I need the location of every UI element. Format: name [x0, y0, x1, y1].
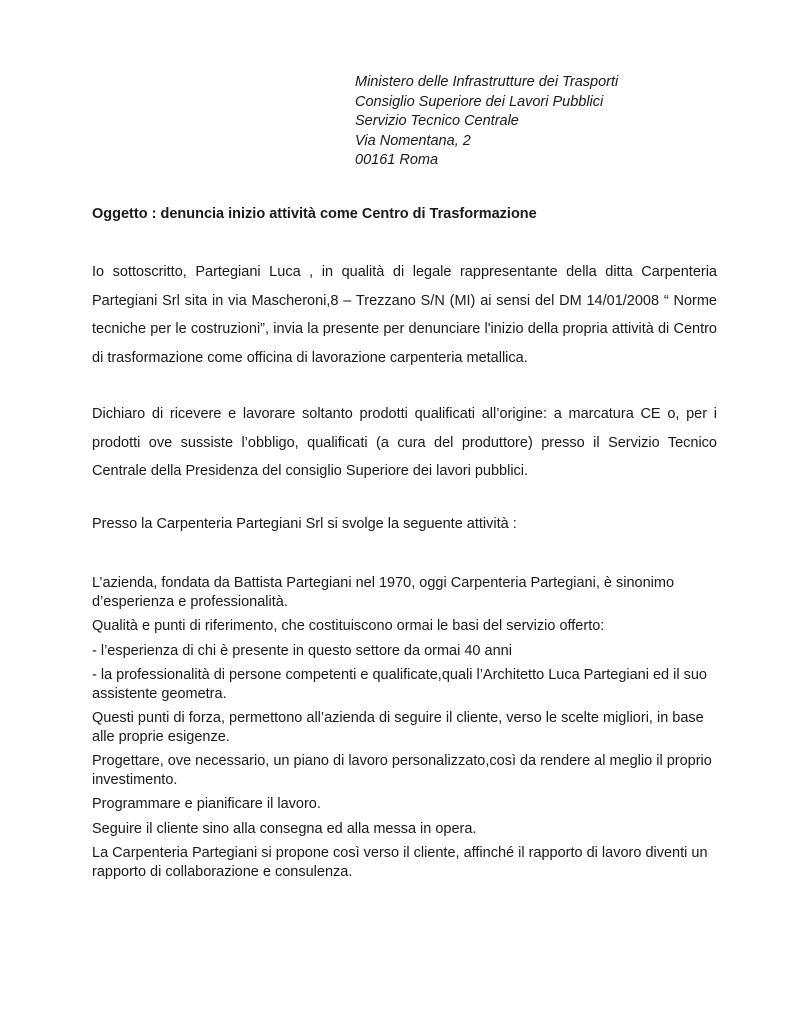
company-paragraph-quality: Qualità e punti di riferimento, che costituiscono ormai le basi del servizio offerto:	[92, 618, 605, 634]
products-paragraph: Dichiaro di ricevere e lavorare soltanto prodotti qualificati all’origine: a marcatura CE o, per i prodotti ove sussiste l’obbligo, qualificati (a cura del produttore) presso il Servizio Tecnico Centrale della Presidenza del consiglio Superiore dei lavori pubblici.	[92, 406, 717, 479]
company-paragraph-experience: - l’esperienza di chi è presente in questo settore da ormai 40 anni	[92, 642, 512, 659]
company-paragraph-planning: Programmare e pianificare il lavoro.	[92, 796, 321, 812]
address-line-3: Servizio Tecnico Centrale	[355, 113, 519, 129]
address-line-4: Via Nomentana, 2	[355, 132, 471, 149]
address-line-5: 00161 Roma	[355, 152, 439, 168]
declaration-paragraph: Io sottoscritto, Partegiani Luca , in qualità di legale rappresentante della ditta Carpenteria Partegiani Srl sita in via Mascheroni,8 – Trezzano S/N (MI) ai sensi del DM 14/01/2008 “ Norme tecniche per le costruzioni”, invia la presente per denunciare l'inizio della propria attività di Centro di trasformazione come officina di lavorazione carpenteria metallica.	[92, 264, 717, 366]
address-line-2: Consiglio Superiore dei Lavori Pubblici	[355, 93, 604, 110]
company-description	[92, 574, 717, 887]
company-paragraph-strengths: Questi punti di forza, permettono all’azienda di seguire il cliente, verso le scelte migliori, in base alle proprie esigenze.	[92, 710, 704, 745]
activity-intro: Presso la Carpenteria Partegiani Srl si svolge la seguente attività :	[92, 516, 517, 532]
address-line-1: Ministero delle Infrastrutture dei Trasporti	[355, 74, 619, 90]
company-paragraph-design: Progettare, ove necessario, un piano di lavoro personalizzato,così da rendere al meglio il proprio investimento.	[92, 753, 712, 788]
subject-line: Oggetto : denuncia inizio attività come Centro di Trasformazione	[92, 206, 537, 222]
company-paragraph-delivery: Seguire il cliente sino alla consegna ed alla messa in opera.	[92, 820, 477, 837]
company-paragraph-closing: La Carpenteria Partegiani si propone così verso il cliente, affinché il rapporto di lavoro diventi un rapporto di collaborazione e consulenza.	[92, 845, 708, 880]
recipient-address	[355, 73, 618, 171]
company-paragraph-history: L’azienda, fondata da Battista Partegiani nel 1970, oggi Carpenteria Partegiani, è sinonimo d’esperienza e professionalità.	[92, 575, 675, 610]
company-paragraph-professionalism: - la professionalità di persone competenti e qualificate,quali l’Architetto Luca Partegiani ed il suo assistente geometra.	[92, 667, 707, 702]
